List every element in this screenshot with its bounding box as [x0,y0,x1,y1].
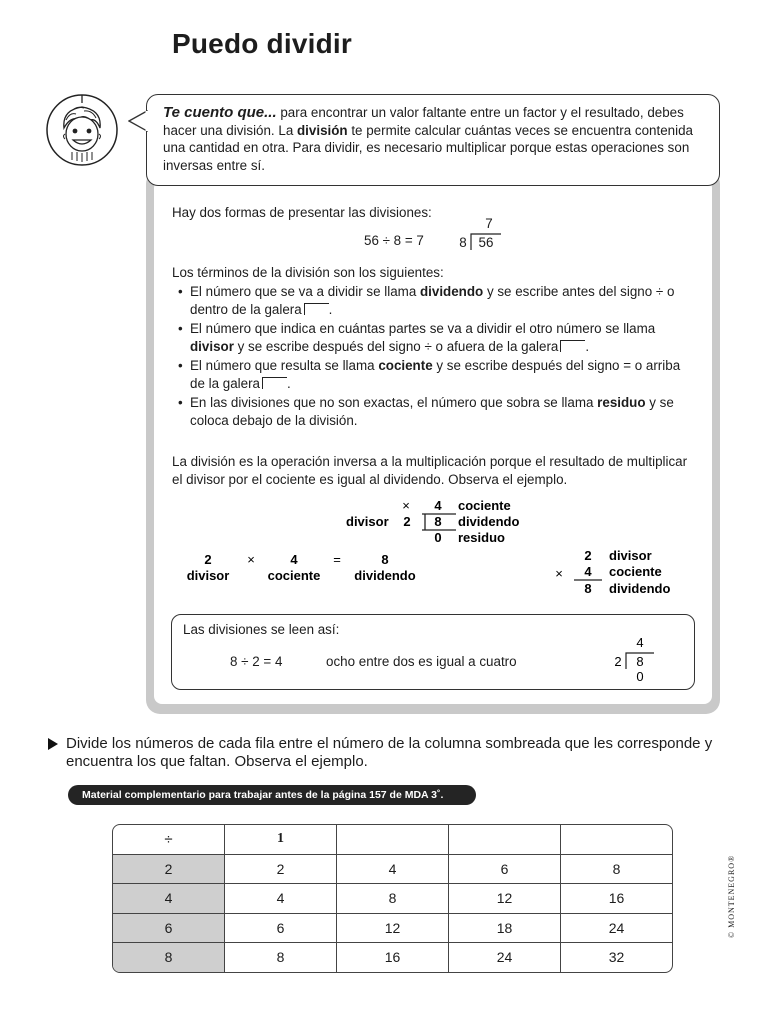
v-dividend-label: dividendo [609,581,671,596]
reading-box [171,614,695,690]
eq-quotient-label: cociente [267,568,321,583]
svg-text:4: 4 [636,635,644,650]
table-cell: 8 [561,855,672,885]
inline-division: 56 ÷ 8 = 7 [364,233,424,248]
svg-text:0: 0 [636,669,644,684]
long-dividend: 56 [478,235,494,250]
table-cell: 6 [225,914,337,944]
galera-icon [304,303,329,315]
tip-bold-division: división [297,122,348,138]
reading-title: Las divisiones se leen así: [183,622,340,637]
table-cell: 6 [449,855,561,885]
table-row [113,855,672,885]
example-quotient-label: cociente [458,498,511,513]
table-cell: 12 [449,884,561,914]
shaded-cell: 6 [113,914,225,944]
table-cell: 24 [561,914,672,944]
list-item: • El número que resulta se llama cociente y se escribe después del signo = o arriba de la galera . [178,357,698,392]
example-divisor: 2 [403,514,411,529]
table-cell: 16 [337,943,449,972]
header-cell[interactable] [449,825,561,855]
inverse-text: La división es la operación inversa a la multiplicación porque el resultado de multiplicar el divisor por el cociente es igual al dividendo. Observa el ejemplo. [172,454,688,487]
tip-text-2: te permite calcular cuántas veces se encuentra contenida una cantidad en otra. Para dividir, es necesario multiplicar porque estas operaciones son inversas entre sí. [163,122,693,173]
example-dividend-label: dividendo [458,514,520,529]
tip-lead: Te cuento que... [163,104,277,121]
table-cell: 2 [225,855,337,885]
v-times: × [555,566,563,581]
svg-text:2: 2 [614,654,622,669]
example-divisor-label: divisor [346,514,389,529]
example-dividend: 8 [434,514,442,529]
v-dividend: 8 [584,581,592,596]
terms-list [178,283,698,431]
table-cell: 18 [449,914,561,944]
terms-intro: Los términos de la división son los siguientes: [172,265,444,280]
galera-icon [262,377,287,389]
table-cell: 8 [337,884,449,914]
page-title: Puedo dividir [172,28,352,59]
example-remainder: 0 [434,530,442,545]
table-row [113,884,672,914]
division-table [112,824,673,973]
header-cell: ÷ [113,825,225,855]
shaded-cell: 4 [113,884,225,914]
eq-quotient: 4 [290,552,298,567]
division-example-diagram [154,494,712,604]
eq-equals: = [333,552,341,567]
svg-text:8: 8 [636,654,644,669]
long-division-example [454,212,510,254]
table-header-row [113,825,672,855]
table-row [113,943,672,972]
table-cell: 12 [337,914,449,944]
shaded-cell: 8 [113,943,225,972]
bubble-tail [128,110,148,132]
table-cell: 4 [337,855,449,885]
v-quotient: 4 [584,564,592,579]
v-quotient-label: cociente [609,564,662,579]
reading-words: ocho entre dos es igual a cuatro [326,654,517,669]
header-cell: 1 [225,825,337,855]
long-quotient: 7 [485,216,493,231]
v-divisor: 2 [584,548,592,563]
reading-long-division [608,633,664,685]
tip-text-1: para encontrar un valor faltante entre un factor y el resultado, debes hacer una división. La [163,105,684,138]
long-divisor: 8 [459,235,467,250]
tip-bubble [146,94,720,186]
eq-dividend: 8 [381,552,389,567]
eq-times: × [247,552,255,567]
table-cell: 32 [608,949,625,966]
times-sign: × [402,498,410,513]
eq-divisor-label: divisor [186,568,230,583]
galera-icon [560,340,585,352]
table-cell: 24 [449,943,561,972]
eq-dividend-label: dividendo [354,568,416,583]
example-quotient: 4 [434,498,442,513]
table-cell: 16 [561,884,672,914]
list-item: • En las divisiones que no son exactas, el número que sobra se llama residuo y se coloca debajo de la división. [178,394,698,429]
shaded-cell: 2 [113,855,225,885]
reading-expression: 8 ÷ 2 = 4 [230,654,283,669]
header-cell[interactable] [561,825,672,855]
child-face-icon [44,92,120,168]
list-item: • El número que indica en cuántas partes se va a dividir el otro número se llama divisor y se escribe después del signo ÷ o afuera de la galera . [178,320,698,355]
arrow-bullet-icon [48,738,58,750]
forms-intro: Hay dos formas de presentar las divisiones: [172,205,432,220]
header-cell[interactable] [337,825,449,855]
example-remainder-label: residuo [458,530,505,545]
copyright: © MONTENEGRO® [727,854,736,938]
eq-divisor: 2 [204,552,212,567]
table-cell: 8 [225,943,337,972]
list-item: • El número que se va a dividir se llama dividendo y se escribe antes del signo ÷ o dentro de la galera . [178,283,698,318]
table-row [113,914,672,944]
v-divisor-label: divisor [609,548,652,563]
table-cell: 4 [225,884,337,914]
complementary-note: Material complementario para trabajar antes de la página 157 de MDA 3˚. [68,785,476,805]
